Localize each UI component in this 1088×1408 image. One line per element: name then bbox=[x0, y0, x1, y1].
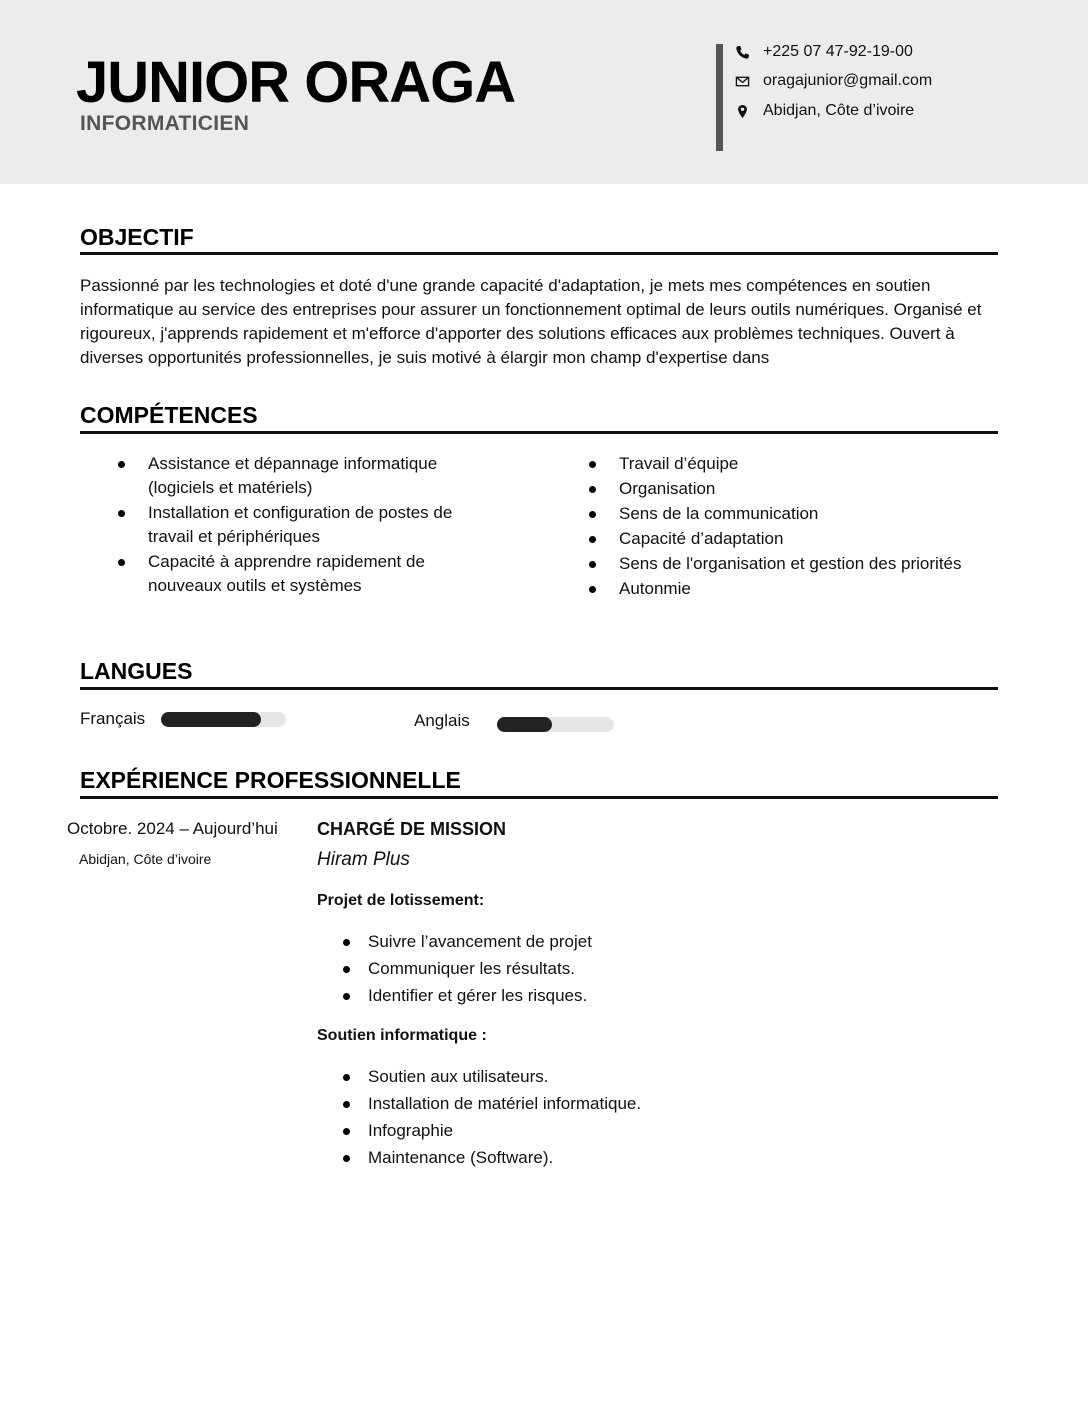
list-item: Suivre l’avancement de projet bbox=[368, 930, 868, 957]
experience-location: Abidjan, Côte d’ivoire bbox=[79, 851, 212, 867]
experience-group-title: Projet de lotissement: bbox=[317, 892, 485, 909]
job-title: INFORMATICIEN bbox=[80, 112, 250, 135]
skills-rule bbox=[80, 431, 998, 434]
objective-rule bbox=[80, 252, 998, 255]
language-name-english: Anglais bbox=[414, 711, 470, 730]
languages-rule bbox=[80, 687, 998, 690]
list-item: Soutien aux utilisateurs. bbox=[368, 1065, 868, 1092]
list-item: Travail d’équipe bbox=[619, 452, 999, 477]
list-item: Communiquer les résultats. bbox=[368, 957, 868, 984]
list-item: Assistance et dépannage informatique (logiciels et matériels) bbox=[148, 452, 498, 500]
experience-group-title: Soutien informatique : bbox=[317, 1027, 487, 1044]
language-level-bar-french bbox=[161, 712, 286, 727]
experience-task-list bbox=[368, 1065, 868, 1173]
contact-phone bbox=[734, 43, 913, 61]
skills-list-soft bbox=[619, 452, 999, 602]
list-item: Organisation bbox=[619, 477, 999, 502]
experience-heading: EXPÉRIENCE PROFESSIONNELLE bbox=[80, 767, 461, 793]
experience-task-list bbox=[368, 930, 868, 1011]
phone-icon bbox=[734, 44, 750, 60]
experience-role: CHARGÉ DE MISSION bbox=[317, 819, 507, 839]
experience-date: Octobre. 2024 – Aujourd’hui bbox=[67, 819, 278, 838]
languages-heading: LANGUES bbox=[80, 658, 193, 684]
contact-divider bbox=[716, 44, 723, 151]
list-item: Installation de matériel informatique. bbox=[368, 1092, 868, 1119]
language-level-fill-english bbox=[497, 717, 552, 732]
list-item: Sens de la communication bbox=[619, 502, 999, 527]
list-item: Sens de l'organisation et gestion des priorités bbox=[619, 552, 999, 577]
header-banner bbox=[0, 0, 1088, 184]
language-level-bar-english bbox=[497, 717, 614, 732]
list-item: Infographie bbox=[368, 1119, 868, 1146]
experience-company: Hiram Plus bbox=[317, 849, 410, 870]
candidate-name: JUNIOR ORAGA bbox=[76, 50, 516, 115]
objective-text: Passionné par les technologies et doté d'une grande capacité d'adaptation, je mets mes compétences en soutien informatique au service des entreprises pour assurer un fonctionnement optimal de leurs outils numériques. Organisé et rigoureux, j'apprends rapidement et m'efforce d'apporter des solutions efficaces aux problèmes techniques. Ouvert à diverses opportunités professionnelles, je suis motivé à élargir mon champ d'expertise dans bbox=[80, 276, 982, 367]
list-item: Capacité à apprendre rapidement de nouveaux outils et systèmes bbox=[148, 550, 498, 598]
list-item: Capacité d’adaptation bbox=[619, 527, 999, 552]
list-item: Installation et configuration de postes de travail et périphériques bbox=[148, 501, 498, 549]
experience-rule bbox=[80, 796, 998, 799]
envelope-icon bbox=[734, 73, 750, 89]
objective-heading: OBJECTIF bbox=[80, 224, 194, 250]
skills-list-technical bbox=[148, 452, 498, 599]
contact-location-text: Abidjan, Côte d’ivoire bbox=[763, 102, 915, 119]
language-level-fill-french bbox=[161, 712, 261, 727]
contact-phone-text: +225 07 47-92-19-00 bbox=[763, 43, 913, 60]
contact-email bbox=[734, 72, 932, 90]
list-item: Autonmie bbox=[619, 577, 999, 602]
contact-location bbox=[734, 102, 914, 120]
contact-email-text: oragajunior@gmail.com bbox=[763, 72, 933, 89]
list-item: Identifier et gérer les risques. bbox=[368, 984, 868, 1011]
location-pin-icon bbox=[734, 103, 750, 119]
language-name-french: Français bbox=[80, 709, 146, 728]
skills-heading: COMPÉTENCES bbox=[80, 402, 258, 428]
list-item: Maintenance (Software). bbox=[368, 1146, 868, 1173]
